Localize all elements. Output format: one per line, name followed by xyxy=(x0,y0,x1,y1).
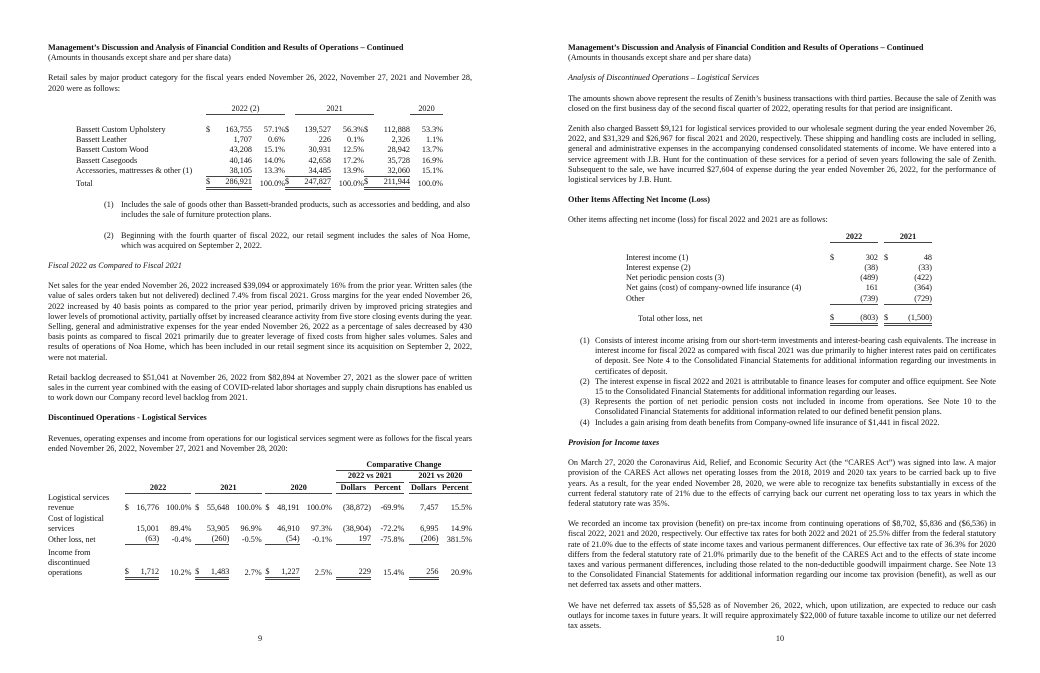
table-row: Other loss, net (63) -0.4% (260) -0.5% (54) -0.1% 197 -75.8% (206) 381.5% xyxy=(48,534,472,544)
page-number: 10 xyxy=(775,634,785,643)
section-heading-other-items: Other Items Affecting Net Income (Loss) xyxy=(568,195,710,205)
table-row-total: Income from discontinued operations $ 1,712 10.2% $ 1,483 2.7% $ 1,227 2.5% 229 15.4% 256 20.9% xyxy=(48,545,472,579)
footnote: (2) The interest expense in fiscal 2022 and 2021 is attributable to finance leases for computer and office equipment. See Note 15 to the Consolidated Financial Statements for additional information regarding our leases. xyxy=(580,376,996,397)
other-items-table: 2022 2021 Interest income (1) $ 302 $ 48 Interest expense (2) (38) (33) Net periodic pension costs (3) (489) (422) Net gains (cost) of company-owned life insurance (4) 161 (364) Other (739) (729) Total other loss, net $ (803) $ (1,500) xyxy=(626,231,932,324)
table-row: Net gains (cost) of company-owned life insurance (4) 161 (364) xyxy=(626,283,932,293)
col-2021: 2021 xyxy=(295,104,374,115)
page-10 xyxy=(520,0,1040,673)
other-items-intro: Other items affecting net income (loss) for fiscal 2022 and 2021 are as follows: xyxy=(568,215,828,225)
page-header-subtitle: (Amounts in thousands except share and per share data) xyxy=(568,53,751,63)
fiscal-paragraph: Net sales for the year ended November 26, 2022 increased $39,094 or approximately 16% from the prior year. Written sales (the value of sales orders taken but not delivered) declined 7.4% from fiscal 2021. Gross margins for the year ended November 26, 2022 increased by 40 basis points as compared to the prior year period, primarily driven by improved pricing strategies and lower levels of promotional activity, partially offset by increased clearance activity from five store closing events during the year. Selling, general and administrative expenses for the year ended November 26, 2022 as a percentage of sales decreased by 430 basis points as compared to fiscal 2021 primarily due to greater leverage of fixed costs from higher sales volumes. Sales and results of operations of Noa Home, which has been included in our retail segment since its acquisition on September 2, 2022, were not material. xyxy=(48,281,473,362)
table-row: Bassett Casegoods 40,146 14.0% 42,658 17.2% 35,728 16.9% xyxy=(76,155,443,165)
retail-intro: Retail sales by major product category for the fiscal years ended November 26, 2022, November 27, 2021 and November 28, 2020 were as follows: xyxy=(48,73,472,93)
section-heading-fiscal: Fiscal 2022 as Compared to Fiscal 2021 xyxy=(48,261,182,271)
table-row: Bassett Custom Upholstery $ 163,755 57.1% $ 139,527 56.3% $ 112,888 53.3% xyxy=(76,125,443,135)
analysis-paragraph-1: The amounts shown above represent the results of Zenith’s business transactions with third parties. Because the sale of Zenith was closed on the first business day of the second fiscal quarter of 2022, operating results for that period are insignificant. xyxy=(568,93,996,113)
tax-paragraph-2: We recorded an income tax provision (benefit) on pre-tax income from continuing operations of $8,702, $5,836 and ($6,536) in fiscal 2022, 2021 and 2020, respectively. Our effective tax rates for both 2022 and 2021 of 25.5% differ from the federal statutory rate of 21.0% due to the effects of state income taxes and various permanent differences. Our effective tax rate of 36.3% for 2020 differs from the federal statutory rate of 21.0% primarily due to the benefit of the CARES Act and to the effects of state income taxes and various permanent differences, including those related to the non-deductible goodwill impairment charge. See Note 13 to the Consolidated Financial Statements for additional information regarding our income tax provision (benefit), as well as our net deferred tax assets and other matters. xyxy=(568,519,996,590)
table-row: Logistical services revenue $ 16,776 100.0% $ 55,648 100.0% $ 48,191 100.0% (38,872) -69.9% 7,457 15.5% xyxy=(48,493,472,513)
page-header-subtitle: (Amounts in thousands except share and per share data) xyxy=(48,53,231,63)
tax-paragraph-1: On March 27, 2020 the Coronavirus Aid, Relief, and Economic Security Act (the “CARES Act”) was signed into law. A major provision of the CARES Act allows net operating losses from the 2018, 2019 and 2020 tax years to be carried back up to five years. As a result, for the year ended November 28, 2020, we were able to recognize tax benefits substantially in excess of the current federal statutory rate of 21% due to the effects of carrying back our current net operating loss to tax years in which the federal statutory rate was 35%. xyxy=(568,458,996,508)
footnote: (3) Represents the portion of net periodic pension costs not included in income from operations. See Note 10 to the Consolidated Financial Statements for additional information related to our defined benefit pension plans. xyxy=(580,397,996,417)
page-header-title: Management’s Discussion and Analysis of Financial Condition and Results of Operations – Continued xyxy=(568,43,924,52)
tax-paragraph-3: We have net deferred tax assets of $5,528 as of November 26, 2022, which, upon utilization, are expected to reduce our cash outlays for income taxes in future years. It will require approximately $22,000 of future taxable income to utilize our net deferred tax assets. xyxy=(568,600,996,630)
section-heading-income-taxes: Provision for Income taxes xyxy=(568,437,660,447)
page-header-title: Management’s Discussion and Analysis of Financial Condition and Results of Operations – Continued xyxy=(48,43,404,52)
page-number: 9 xyxy=(257,634,263,643)
col-2022: 2022 (2) xyxy=(206,104,285,115)
footnote: (2) Beginning with the fourth quarter of fiscal 2022, our retail segment includes the sales of Noa Home, which was acquired on September 2, 2022. xyxy=(104,230,470,250)
analysis-paragraph-2: Zenith also charged Bassett $9,121 for logistical services provided to our wholesale segment during the year ended November 26, 2022, and $31,329 and $26,967 for fiscal 2021 and 2020, respectively. These shipping and handling costs are included in selling, general and administrative expenses in the accompanying condensed consolidated statements of income. We have entered into a service agreement with J.B. Hunt for the continuation of these services for a period of seven years following the sale of Zenith. Subsequent to the sale, we have incurred $27,604 of expense during the year ended November 26, 2022, for the performance of logistical services by J.B. Hunt. xyxy=(568,124,996,185)
table-row: Bassett Leather 1,707 0.6% 226 0.1% 2,326 1.1% xyxy=(76,135,443,145)
footnote: (1) Includes the sale of goods other than Bassett-branded products, such as accessories and bedding, and also includes the sale of furniture protection plans. xyxy=(104,200,470,220)
retail-sales-table xyxy=(76,104,443,190)
footnote: (1) Consists of interest income arising from our short-term investments and interest-bearing cash equivalents. The increase in interest income for fiscal 2022 as compared with fiscal 2021 was due primarily to higher interest rates paid on certificates of deposit. See Note 4 to the Consolidated Financial Statements for additional information regarding our investments in certificates of deposit. xyxy=(580,336,996,376)
table-row: Other (739) (729) xyxy=(626,293,932,304)
table-row: Interest income (1) $ 302 $ 48 xyxy=(626,252,932,262)
section-heading-analysis: Analysis of Discontinued Operations – Logistical Services xyxy=(568,73,760,83)
table-row-total: Total other loss, net $ (803) $ (1,500) xyxy=(638,312,932,324)
table-row: Interest expense (2) (38) (33) xyxy=(626,263,932,273)
table-row: Cost of logistical services 15,001 89.4% 53,905 96.9% 46,910 97.3% (38,904) -72.2% 6,995 14.9% xyxy=(48,513,472,533)
comparative-change-header: Comparative Change xyxy=(336,460,472,471)
table-row: Net periodic pension costs (3) (489) (422) xyxy=(626,273,932,283)
backlog-paragraph: Retail backlog decreased to $51,041 at November 26, 2022 from $82,894 at November 27, 2021 as the slower pace of written sales in the current year combined with the easing of COVID-related labor shortages and supply chain disruptions has enabled us to work down our Company record level backlog from 2021. xyxy=(48,372,472,403)
table-row: Bassett Custom Wood 43,208 15.1% 30,931 12.5% 28,942 13.7% xyxy=(76,145,443,155)
section-heading-discontinued: Discontinued Operations - Logistical Services xyxy=(48,413,207,423)
col-2020: 2020 xyxy=(410,104,443,115)
footnote: (4) Includes a gain arising from death benefits from Company-owned life insurance of $1,441 in fiscal 2022. xyxy=(580,417,940,427)
table-row-total: Total $ 286,921 100.0% $ 247,827 100.0% $ 211,944 100.0% xyxy=(76,177,443,188)
discontinued-operations-table: Comparative Change 2022 vs 2021 2021 vs 2020 2022 2021 2020 Dollars Percent Dollars Percent Logistical services revenue $ 16,776 100.0% $ 55,648 100.0% $ 48,191 100.0% (38,872) -69.9% 7,457 15.5% Cost of logistical services 15,001 89.4% 53,905 96.9% 46,910 97.3% (38,904) -72.2% 6,995 14.9% Other loss, net (63) -0.4% (260) -0.5% (54) -0.1% 197 -75.8% (206) 381.5% Income from discontinued operations $ 1,712 10.2% $ 1,483 2.7% $ 1,227 2.5% 229 15.4% 256 20.9% xyxy=(48,460,472,578)
table-row: Accessories, mattresses & other (1) 38,105 13.3% 34,485 13.9% 32,060 15.1% xyxy=(76,165,443,176)
discontinued-intro: Revenues, operating expenses and income from operations for our logistical services segment were as follows for the fiscal years ended November 26, 2022, November 27, 2021 and November 28, 2020: xyxy=(48,433,472,453)
